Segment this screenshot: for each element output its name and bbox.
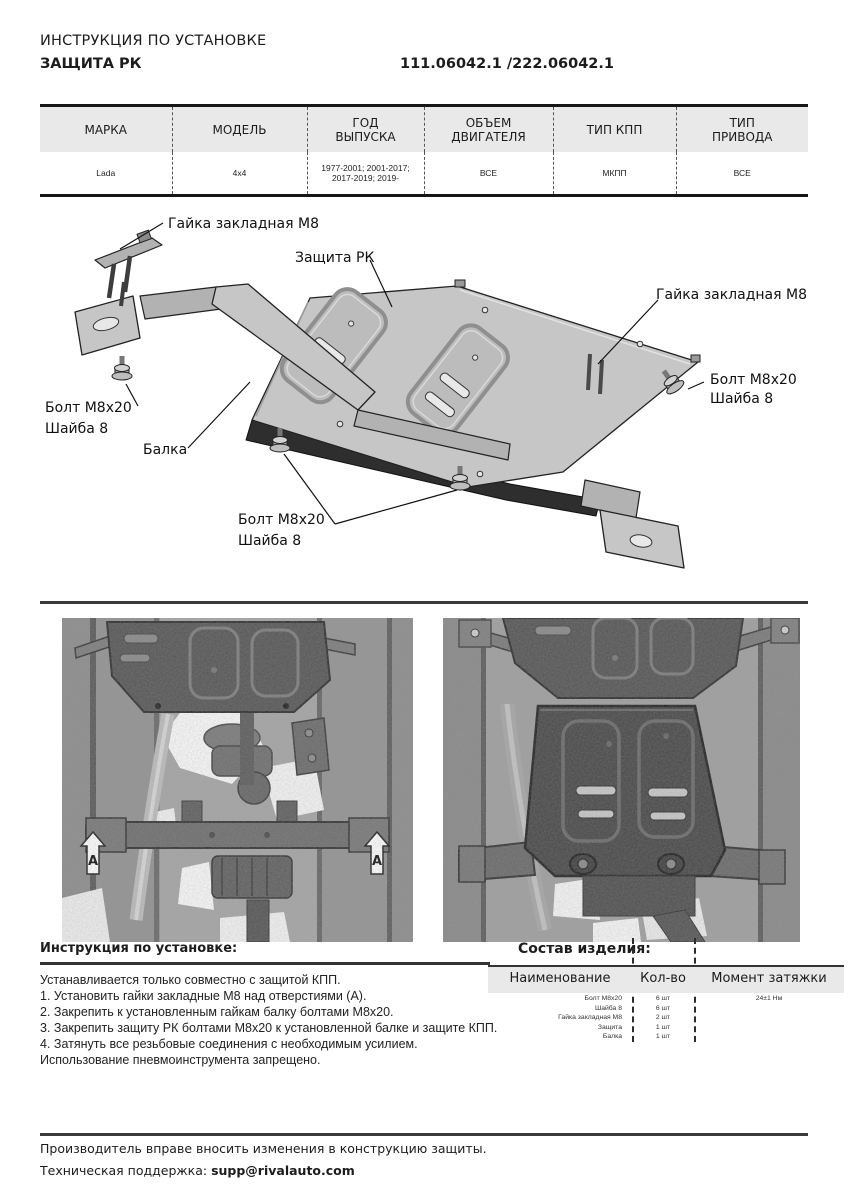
- instructions-rule: [40, 962, 490, 965]
- parts-col-torque: Момент затяжки: [711, 971, 827, 986]
- parts-row: Шайба 8 6 шт: [595, 1004, 671, 1012]
- spec-col-year: ГОД ВЫПУСКА: [307, 106, 424, 153]
- footer-disclaimer: Производитель вправе вносить изменения в конструкцию защиты.: [40, 1141, 487, 1156]
- vehicle-spec-table: [40, 104, 808, 197]
- spec-gearbox-value: МКПП: [553, 152, 676, 196]
- leader-beam: [188, 382, 250, 448]
- spec-col-brand: МАРКА: [40, 106, 172, 153]
- instruction-step: 3. Закрепить защиту РК болтами М8х20 к установленной балке и защите КПП.: [40, 1020, 498, 1035]
- support-label: Техническая поддержка:: [40, 1163, 212, 1178]
- parts-col-name: Наименование: [509, 971, 611, 986]
- photo-shield-installed: [443, 618, 800, 942]
- spec-model-value: 4x4: [172, 152, 307, 196]
- label-bolt-bottom: Болт М8х20: [238, 512, 325, 528]
- instructions-warning: Использование пневмоинструмента запрещено.: [40, 1052, 321, 1067]
- spec-header-row: [40, 106, 808, 153]
- bolt-left-drawing: [112, 356, 132, 380]
- instructions-title: Инструкция по установке:: [40, 941, 238, 956]
- parts-header-row: [488, 965, 844, 993]
- spec-drive-value: ВСЕ: [676, 152, 808, 196]
- label-nut-right: Гайка закладная М8: [656, 287, 807, 303]
- parts-row: Балка 1 шт: [602, 1033, 671, 1040]
- part-numbers: 111.06042.1 /222.06042.1: [400, 56, 614, 72]
- product-title: ЗАЩИТА РК: [40, 56, 142, 72]
- footer-support: [40, 1163, 355, 1178]
- label-bolt-left: Болт М8х20: [45, 400, 132, 416]
- parts-row: Болт М8х20 6 шт 24±1 Нм: [584, 995, 783, 1002]
- spec-col-model: МОДЕЛЬ: [172, 106, 307, 153]
- label-bolt-right: Болт М8х20: [710, 372, 797, 388]
- label-nut-left: Гайка закладная М8: [168, 216, 319, 232]
- spec-col-gearbox: ТИП КПП: [553, 106, 676, 153]
- spec-year-value: 1977-2001; 2001-2017; 2017-2019; 2019-: [307, 152, 424, 196]
- spec-brand-value: Lada: [96, 167, 116, 178]
- exploded-view-diagram: [40, 192, 810, 592]
- label-washer-left: Шайба 8: [45, 421, 109, 437]
- svg-text:A: A: [87, 854, 99, 869]
- parts-title: Состав изделия:: [518, 941, 651, 957]
- instructions-intro: Устанавливается только совместно с защитой КПП.: [40, 972, 341, 987]
- parts-row: Гайка закладная М8 2 шт: [558, 1014, 671, 1021]
- label-beam: Балка: [143, 442, 188, 458]
- spec-col-engine: ОБЪЕМ ДВИГАТЕЛЯ: [424, 106, 553, 153]
- doc-type-title: ИНСТРУКЦИЯ ПО УСТАНОВКЕ: [40, 33, 267, 49]
- photo-beam-installed: [62, 618, 413, 942]
- spec-col-drive: ТИП ПРИВОДА: [676, 106, 808, 153]
- leader-bolt-right: [688, 382, 704, 389]
- footer-rule: [40, 1133, 808, 1136]
- label-washer-right: Шайба 8: [710, 391, 774, 407]
- section-divider: [40, 601, 808, 604]
- installation-instructions: [40, 941, 500, 1068]
- label-shield: Защита РК: [295, 250, 375, 266]
- instruction-step: 2. Закрепить к установленным гайкам балку болтами М8х20.: [40, 1004, 394, 1019]
- parts-list: [488, 938, 844, 1044]
- shield-plate-drawing: [246, 280, 700, 516]
- support-email: supp@rivalauto.com: [211, 1163, 355, 1178]
- spec-engine-value: ВСЕ: [424, 152, 553, 196]
- instruction-step: 4. Затянуть все резьбовые соединения с необходимым усилием.: [40, 1036, 418, 1051]
- label-washer-bottom: Шайба 8: [238, 533, 302, 549]
- parts-row: Защита 1 шт: [597, 1023, 671, 1031]
- spec-value-row: [40, 152, 808, 196]
- parts-col-qty: Кол-во: [640, 971, 686, 986]
- svg-text:A: A: [371, 854, 383, 869]
- instruction-step: 1. Установить гайки закладные М8 над отверстиями (А).: [40, 988, 367, 1003]
- leader-bolt-bottom-2: [335, 490, 457, 524]
